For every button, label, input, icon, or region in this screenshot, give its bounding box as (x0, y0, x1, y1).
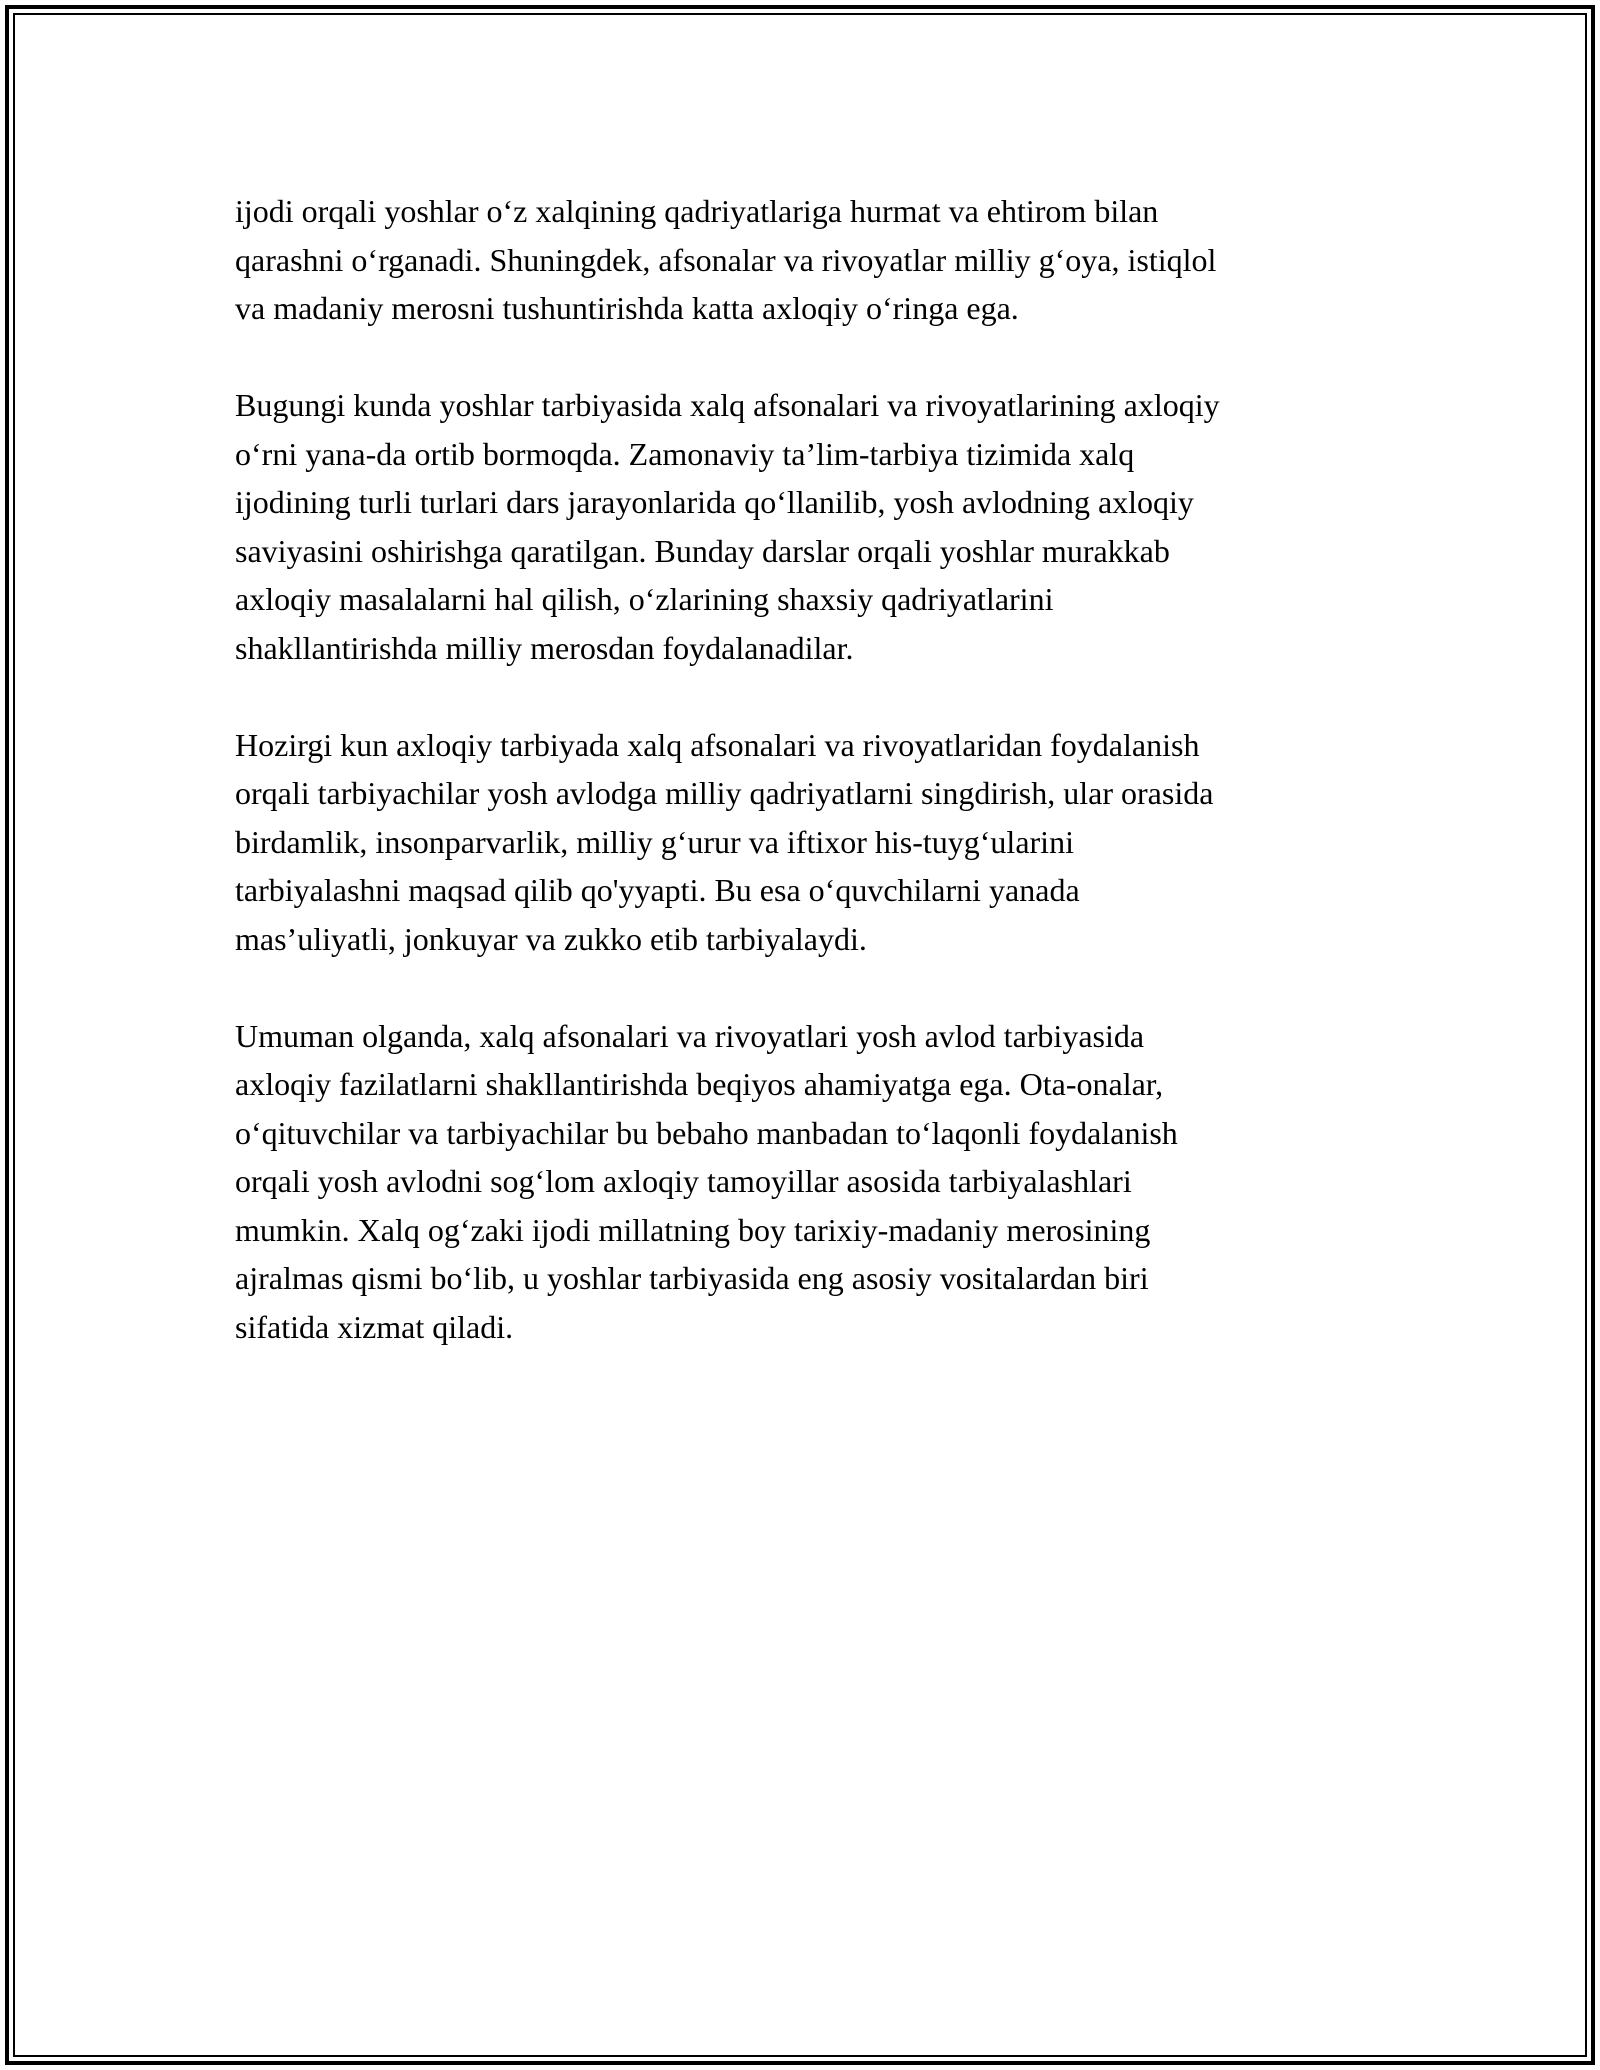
text-line: Bugungi kunda yoshlar tarbiyasida xalq afsonalari va rivoyatlarining axloqiy (235, 387, 1220, 423)
paragraph (235, 381, 1375, 672)
paragraph (235, 1012, 1375, 1352)
text-line: ijodining turli turlari dars jarayonlarida qo‘llanilib, yosh avlodning axloqiy (235, 484, 1194, 520)
text-line: Hozirgi kun axloqiy tarbiyada xalq afsonalari va rivoyatlaridan foydalanish (235, 726, 1200, 763)
text-line: ajralmas qismi bo‘lib, u yoshlar tarbiyasida eng asosiy vositalardan biri (235, 1260, 1149, 1296)
text-line: Umuman olganda, xalq afsonalari va rivoyatlari yosh avlod tarbiyasida (235, 1017, 1145, 1054)
text-line: shakllantirishda milliy merosdan foydalanadilar. (235, 629, 854, 666)
text-line: axloqiy masalalarni hal qilish, o‘zlarining shaxsiy qadriyatlarini (235, 581, 1054, 617)
document-body (235, 187, 1375, 1400)
paragraph (235, 721, 1375, 964)
text-line: o‘rni yana-da ortib bormoqda. Zamonaviy ta’lim-tarbiya tizimida xalq (235, 435, 1135, 472)
text-line: orqali yosh avlodni sog‘lom axloqiy tamoyillar asosida tarbiyalashlari (235, 1163, 1132, 1199)
text-line: va madaniy merosni tushuntirishda katta axloqiy o‘ringa ega. (235, 290, 1019, 326)
text-line: saviyasini oshirishga qaratilgan. Bunday darslar orqali yoshlar murakkab (235, 532, 1170, 569)
text-line: axloqiy fazilatlarni shakllantirishda beqiyos ahamiyatga ega. Ota-onalar, (235, 1066, 1164, 1102)
text-line: o‘qituvchilar va tarbiyachilar bu bebaho manbadan to‘laqonli foydalanish (235, 1114, 1178, 1151)
text-line: birdamlik, insonparvarlik, milliy g‘urur va iftixor his-tuyg‘ularini (235, 823, 1074, 860)
text-line: orqali tarbiyachilar yosh avlodga milliy qadriyatlarni singdirish, ular orasida (235, 775, 1214, 811)
paragraph (235, 187, 1375, 333)
text-line: tarbiyalashni maqsad qilib qo'yyapti. Bu esa o‘quvchilarni yanada (235, 872, 1080, 908)
text-line: qarashni o‘rganadi. Shuningdek, afsonalar va rivoyatlar milliy g‘oya, istiqlol (235, 241, 1217, 278)
text-line: mumkin. Xalq og‘zaki ijodi millatning boy tarixiy-madaniy merosining (235, 1211, 1151, 1248)
text-line: mas’uliyatli, jonkuyar va zukko etib tarbiyalaydi. (235, 920, 867, 957)
text-line: ijodi orqali yoshlar o‘z xalqining qadriyatlariga hurmat va ehtirom bilan (235, 193, 1159, 229)
text-line: sifatida xizmat qiladi. (235, 1308, 514, 1345)
